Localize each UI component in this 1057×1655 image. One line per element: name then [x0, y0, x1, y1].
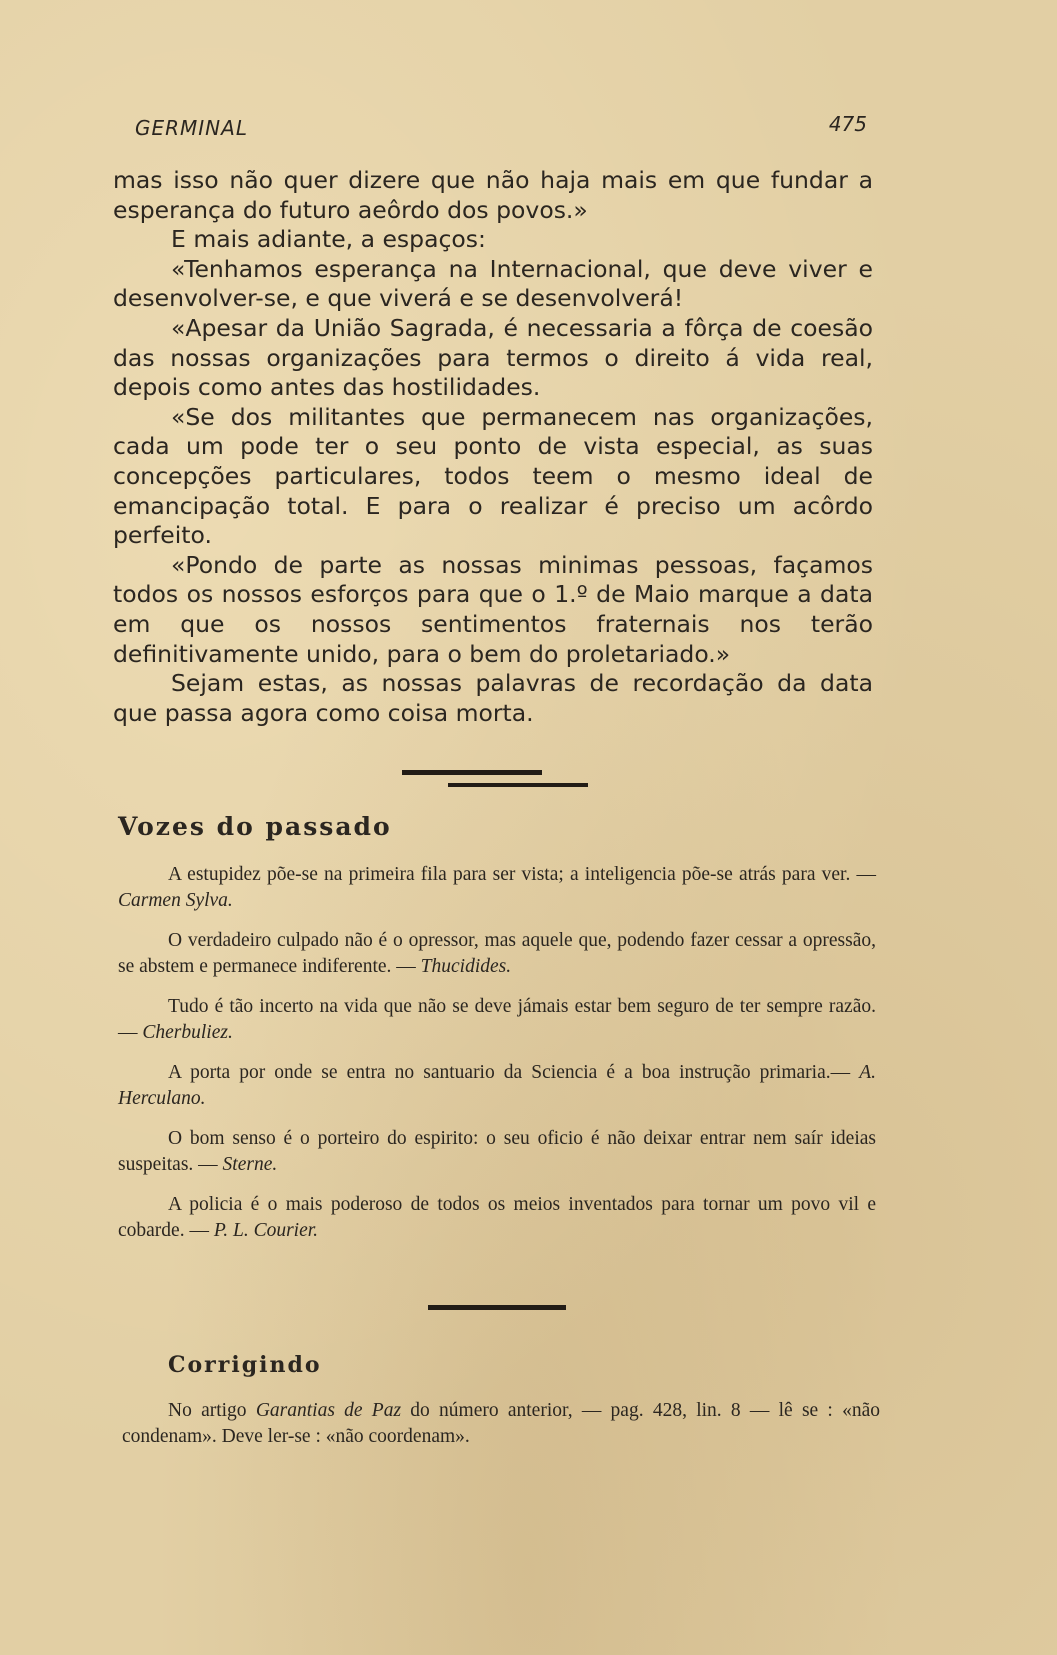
page-number: 475	[828, 112, 867, 136]
section-divider	[448, 783, 588, 787]
quote	[118, 1060, 876, 1111]
page-header	[135, 112, 867, 152]
quote	[118, 1126, 876, 1177]
running-title: GERMINAL	[135, 116, 248, 140]
quote-text: A policia é o mais poderoso de todos os meios inventados para tornar um povo vil e cobarde. —	[118, 1194, 876, 1241]
paragraph: «Pondo de parte as nossas minimas pessoas, façamos todos os nossos esforços para que o 1.º de Maio marque a data em que os nossos sentimentos fraternais nos terão definitivamente unido, para o bem do proletariado.»	[113, 550, 873, 668]
quote-author: Carmen Sylva.	[118, 889, 233, 911]
paragraph: «Apesar da União Sagrada, é necessaria a fôrça de coesão das nossas organizações para termos o direito á vida real, depois como antes das hostilidades.	[113, 313, 873, 402]
paragraph: Sejam estas, as nossas palavras de recordação da data que passa agora como coisa morta.	[113, 669, 873, 727]
quote-text: A estupidez põe-se na primeira fila para ser vista; a inteligencia põe-se atrás para ver. —	[168, 864, 876, 885]
paragraph: «Se dos militantes que permanecem nas organizações, cada um pode ter o seu ponto de vista especial, as suas concepções particulares, todos teem o mesmo ideal de emancipação total. E para o realizar é preciso um acôrdo perfeito.	[113, 402, 873, 550]
quote-text: O verdadeiro culpado não é o opressor, mas aquele que, podendo fazer cessar a opressão, se abstem e permanece indiferente. —	[118, 930, 876, 977]
quote-author: Cherbuliez.	[142, 1021, 233, 1043]
paragraph: E mais adiante, a espaços:	[171, 225, 486, 254]
quote-author: Sterne.	[222, 1153, 278, 1175]
quote-text: O bom senso é o porteiro do espirito: o seu oficio é não deixar entrar nem saír ideias suspeitas. —	[118, 1128, 876, 1175]
quote	[118, 928, 876, 979]
quote-text: Tudo é tão incerto na vida que não se deve jámais estar bem seguro de ter sempre razão. —	[118, 996, 876, 1043]
section-title-corrigindo: Corrigindo	[168, 1352, 322, 1378]
quote	[118, 1192, 876, 1243]
quotes-list	[118, 862, 876, 1258]
quote-author: A. Herculano.	[118, 1062, 877, 1109]
section-divider	[402, 770, 542, 775]
section-divider	[428, 1305, 566, 1310]
quote-author: P. L. Courier.	[213, 1219, 319, 1241]
quote-text: A porta por onde se entra no santuario da Sciencia é a boa instrução primaria.—	[168, 1062, 851, 1083]
errata-detail: do número anterior, — pag. 428, lin. 8 — lê se : «não condenam». Deve ler-se : «não coordenam».	[122, 1400, 880, 1447]
quote	[118, 994, 876, 1045]
errata-text	[122, 1398, 880, 1449]
errata-lead: No artigo	[168, 1400, 247, 1421]
article-title: Garantias de Paz	[255, 1400, 402, 1421]
paragraph: mas isso não quer dizere que não haja mais em que fundar a esperança do futuro aeôrdo dos povos.»	[113, 166, 873, 224]
quote	[118, 862, 876, 913]
paragraph: «Tenhamos esperança na Internacional, que deve viver e desenvolver-se, e que viverá e se desenvolverá!	[113, 254, 873, 313]
main-text	[113, 166, 873, 728]
section-title-vozes: Vozes do passado	[118, 812, 392, 841]
quote-author: Thucidides.	[420, 955, 512, 977]
errata-paragraph	[122, 1398, 880, 1449]
